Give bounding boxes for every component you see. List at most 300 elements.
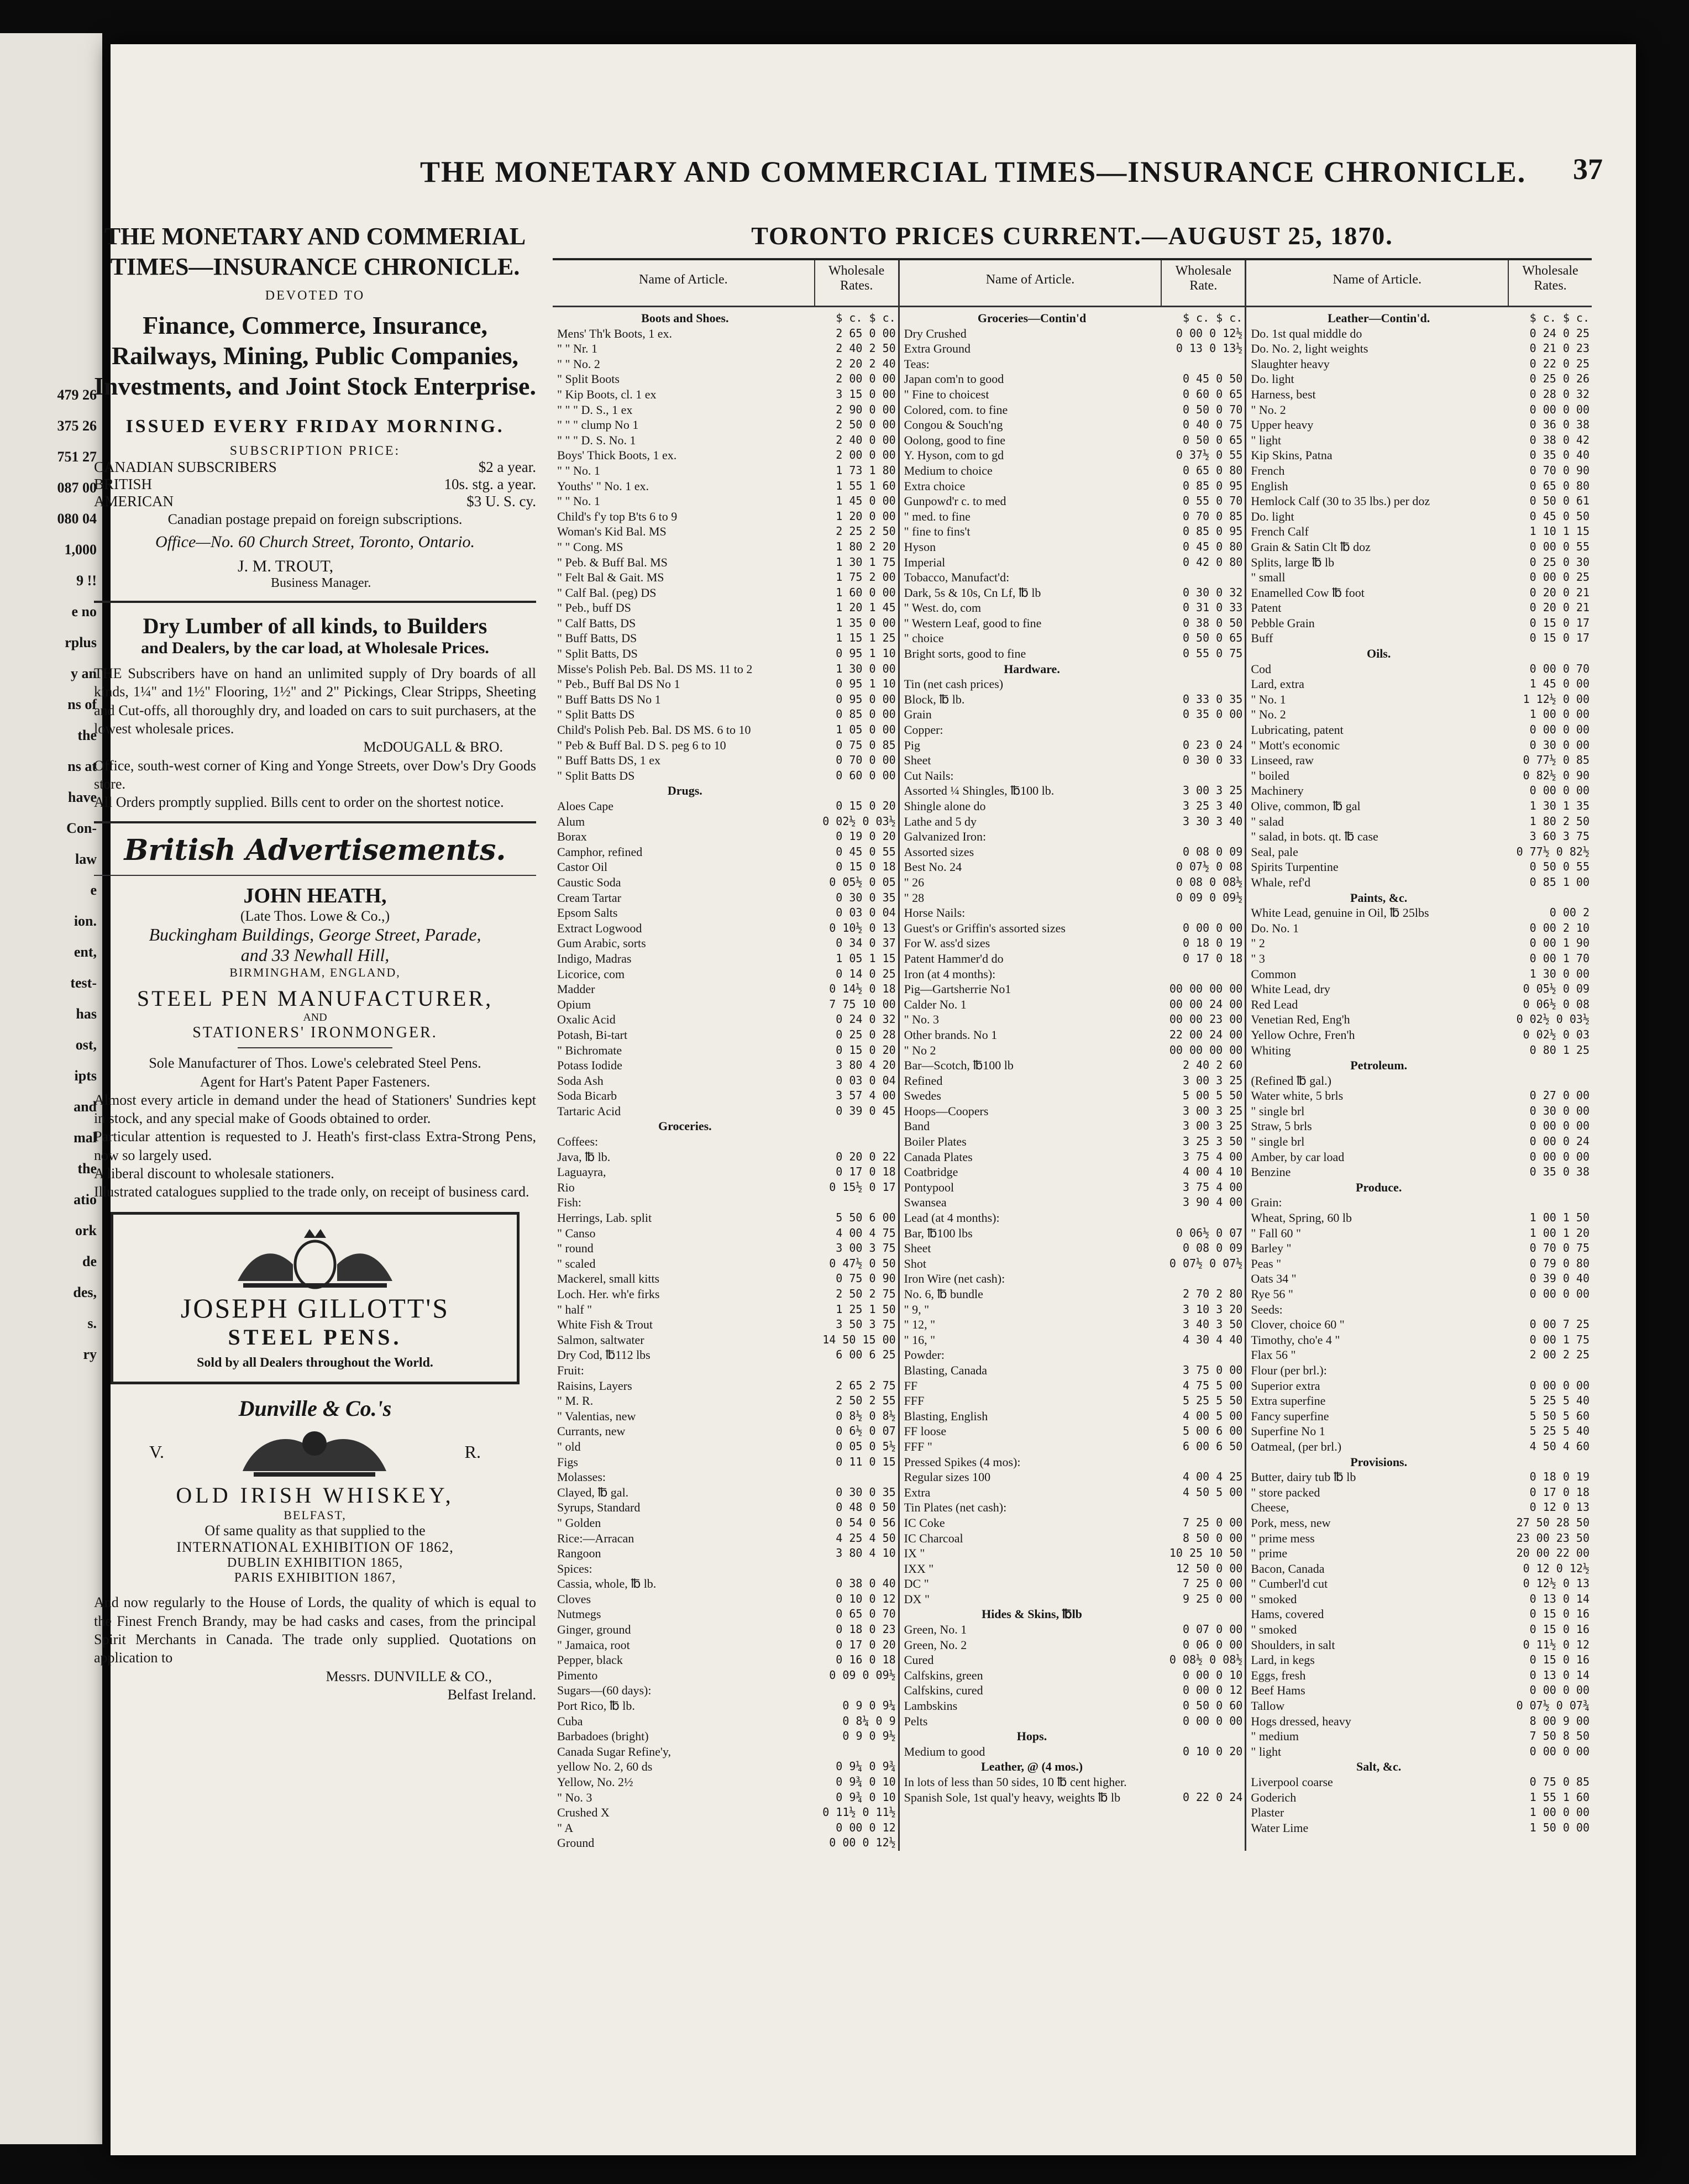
price-row <box>557 1347 896 1363</box>
price-row <box>1251 555 1590 570</box>
lumber-orders: All Orders promptly supplied. Bills cent to order on the shortest notice. <box>94 794 504 811</box>
article-name: " old <box>557 1439 581 1453</box>
subscription-row: BRITISH 10s. stg. a year. <box>94 475 536 492</box>
price-row <box>557 616 896 631</box>
column-header <box>900 260 1245 307</box>
article-name: Camphor, refined <box>557 844 643 859</box>
article-name: Assorted sizes <box>904 844 974 859</box>
price-row <box>557 1256 896 1272</box>
price-row <box>1251 433 1590 448</box>
price-row <box>557 1561 896 1577</box>
price-row <box>557 1469 896 1485</box>
section-heading: Salt, &c. <box>1356 1760 1402 1774</box>
wholesale-rate: 0 65 0 80 <box>1182 463 1243 477</box>
price-row <box>904 768 1243 784</box>
article-name: " Calf Bal. (peg) DS <box>557 585 657 600</box>
wholesale-rate: 0 27 0 00 <box>1529 1089 1590 1102</box>
section-heading-row <box>1251 646 1590 662</box>
article-name: Refined <box>904 1073 943 1088</box>
article-name: Swansea <box>904 1195 947 1210</box>
wholesale-rate: 3 40 3 50 <box>1182 1317 1243 1331</box>
price-row <box>904 936 1243 951</box>
article-name: " Split Batts DS <box>557 707 635 722</box>
price-column <box>900 260 1247 1851</box>
price-row <box>557 600 896 616</box>
name-header: Name of Article. <box>553 260 815 306</box>
price-row <box>1251 524 1590 539</box>
price-row <box>904 494 1243 509</box>
price-row <box>1251 799 1590 814</box>
price-row <box>557 417 896 433</box>
article-name: Dark, 5s & 10s, Cn Lf, ℔ lb <box>904 585 1041 600</box>
margin-fragment: ns at <box>67 758 97 774</box>
price-row <box>904 1668 1243 1683</box>
article-name: Nutmegs <box>557 1607 601 1621</box>
price-row <box>1251 1698 1590 1714</box>
price-row <box>1251 402 1590 418</box>
wholesale-rate: 0 17 0 18 <box>1529 1485 1590 1499</box>
article-name: Bright sorts, good to fine <box>904 647 1026 661</box>
wholesale-rate <box>1507 1302 1590 1317</box>
section-heading: Hides & Skins, ℔lb <box>982 1607 1082 1621</box>
article-name: IC Charcoal <box>904 1531 963 1545</box>
lumber-signature: McDOUGALL & BRO. <box>363 739 503 755</box>
article-name: Barley " <box>1251 1241 1292 1256</box>
article-name: English <box>1251 479 1288 493</box>
margin-fragment: e no <box>71 603 97 620</box>
price-row <box>557 1164 896 1180</box>
article-name: Java, ℔ lb. <box>557 1149 611 1164</box>
price-row <box>557 722 896 738</box>
wholesale-rate: 0 00 0 00 <box>1529 1119 1590 1133</box>
wholesale-rate: 0 28 0 32 <box>1529 387 1590 401</box>
wholesale-rate: 7 75 10 00 <box>829 997 896 1011</box>
margin-fragment: 375 26 <box>57 418 97 434</box>
dunville-city: BELFAST, <box>284 1508 347 1523</box>
article-name: Hogs dressed, heavy <box>1251 1714 1351 1728</box>
price-row <box>1251 1622 1590 1637</box>
wholesale-rate: 0 50 0 65 <box>1182 631 1243 645</box>
divider <box>238 1047 392 1048</box>
margin-fragment: ork <box>75 1222 97 1238</box>
price-row <box>557 585 896 601</box>
wholesale-rate: 0 15 0 20 <box>836 1043 896 1057</box>
price-row <box>904 1043 1243 1058</box>
rate-header: Wholesale Rates. <box>1522 264 1578 293</box>
price-row <box>557 1668 896 1683</box>
wholesale-rate: 2 65 0 00 <box>836 326 896 340</box>
article-name: " Felt Bal & Gait. MS <box>557 570 664 585</box>
article-name: Kip Skins, Patna <box>1251 448 1333 463</box>
wholesale-rate: 0 85 0 00 <box>836 707 896 721</box>
price-row <box>904 1531 1243 1546</box>
price-row <box>557 1271 896 1287</box>
wholesale-rate: 0 00 2 <box>1549 906 1590 920</box>
wholesale-rate: 0 54 0 56 <box>836 1515 896 1529</box>
article-name: Spices: <box>557 1561 592 1576</box>
prices-current <box>553 221 1592 1851</box>
price-row <box>1251 1195 1590 1210</box>
price-row <box>904 1698 1243 1714</box>
price-row <box>557 479 896 494</box>
divider <box>94 601 536 603</box>
price-row <box>904 646 1243 662</box>
article-name: Red Lead <box>1251 997 1298 1011</box>
price-row <box>557 1424 896 1439</box>
wholesale-rate <box>813 1363 896 1378</box>
article-name: " Peb. & Buff Bal. MS <box>557 555 668 569</box>
article-name: " " " D. S. No. 1 <box>557 433 636 447</box>
wholesale-rate: 0 15 0 17 <box>1529 631 1590 645</box>
article-name: In lots of less than 50 sides, 10 ℔ cent higher. <box>904 1775 1127 1789</box>
article-name: " round <box>557 1241 594 1256</box>
price-row <box>1251 936 1590 951</box>
article-name: Seal, pale <box>1251 844 1298 859</box>
devoted-label: DEVOTED TO <box>265 288 365 303</box>
wholesale-rate: 0 05½ 0 05 <box>829 875 896 889</box>
article-name: Barbadoes (bright) <box>557 1729 649 1744</box>
wholesale-rate: 1 80 2 20 <box>836 539 896 553</box>
price-row <box>1251 463 1590 479</box>
article-name: " Calf Batts, DS <box>557 616 636 630</box>
wholesale-rate: 0 45 0 50 <box>1182 372 1243 386</box>
wholesale-rate: 0 07½ 0 08 <box>1176 860 1243 874</box>
price-row <box>557 1805 896 1820</box>
wholesale-rate: 0 60 0 00 <box>836 768 896 782</box>
price-row <box>1251 1363 1590 1378</box>
price-row <box>557 859 896 875</box>
price-row <box>1251 616 1590 631</box>
wholesale-rate <box>1507 1455 1590 1470</box>
wholesale-rate: 0 15 0 17 <box>1529 616 1590 629</box>
article-name: Japan com'n to good <box>904 372 1004 386</box>
article-name: Pelts <box>904 1714 928 1728</box>
price-row <box>904 1393 1243 1409</box>
article-name: Goderich <box>1251 1790 1297 1804</box>
price-row <box>904 509 1243 524</box>
margin-fragment: and <box>74 1099 97 1115</box>
wholesale-rate: 0 70 0 00 <box>836 753 896 767</box>
wholesale-rate: 0 00 7 25 <box>1529 1317 1590 1331</box>
wholesale-rate: 0 35 0 00 <box>1182 707 1243 721</box>
wholesale-rate: 1 25 1 50 <box>836 1302 896 1316</box>
wholesale-rate: 0 12½ 0 13 <box>1523 1577 1590 1590</box>
article-name: Hyson <box>904 539 936 554</box>
article-name: Liverpool coarse <box>1251 1775 1333 1789</box>
price-row <box>904 448 1243 463</box>
price-row <box>1251 875 1590 890</box>
article-name: Cassia, whole, ℔ lb. <box>557 1577 657 1591</box>
article-name: Hoops—Coopers <box>904 1104 989 1118</box>
article-name: Grain <box>904 707 932 722</box>
price-row <box>904 1134 1243 1149</box>
article-name: Crushed X <box>557 1805 610 1820</box>
price-row <box>1251 631 1590 646</box>
wholesale-rate: 0 47½ 0 50 <box>829 1256 896 1270</box>
article-name: Benzine <box>1251 1165 1291 1179</box>
article-name: Green, No. 2 <box>904 1637 967 1652</box>
article-name: Woman's Kid Bal. MS <box>557 524 667 539</box>
wholesale-rate: 0 23 0 24 <box>1182 738 1243 752</box>
article-name: " prime mess <box>1251 1531 1315 1545</box>
wholesale-rate: 00 00 00 00 <box>1169 1043 1243 1057</box>
wholesale-rate: 0 15 0 16 <box>1529 1607 1590 1621</box>
price-row <box>1251 722 1590 738</box>
dunville-body: And now regularly to the House of Lords, the quality of which is equal to the Finest French Brandy, may be had casks and cases, from the principal Spirit Merchants in Canada. The trade only supplied. Quotations on application to <box>94 1594 536 1666</box>
heath-line2: Agent for Hart's Patent Paper Fasteners. <box>200 1073 431 1090</box>
article-name: Horse Nails: <box>904 906 966 920</box>
article-name: Copper: <box>904 723 943 737</box>
article-name: Extract Logwood <box>557 921 642 935</box>
wholesale-rate: 4 50 4 60 <box>1529 1439 1590 1453</box>
article-name: Other brands. No 1 <box>904 1027 998 1042</box>
price-row <box>1251 494 1590 509</box>
price-row <box>904 1027 1243 1043</box>
price-row <box>904 524 1243 539</box>
wholesale-rate: 2 20 2 40 <box>836 356 896 370</box>
article-name: Epsom Salts <box>557 906 618 920</box>
article-name: Grain: <box>1251 1195 1282 1210</box>
price-row <box>904 890 1243 906</box>
price-row <box>557 1455 896 1470</box>
wholesale-rate: 0 80 1 25 <box>1529 1043 1590 1057</box>
article-name: " A <box>557 1820 574 1835</box>
gillott-tagline: Sold by all Dealers throughout the World. <box>197 1356 433 1371</box>
price-row <box>1251 1714 1590 1729</box>
price-row <box>1251 1607 1590 1622</box>
price-row <box>1251 1546 1590 1561</box>
article-name: Grain & Satin Clt ℔ doz <box>1251 539 1371 554</box>
price-row <box>557 1652 896 1668</box>
price-row <box>1251 1393 1590 1409</box>
price-row <box>904 829 1243 844</box>
price-row <box>557 951 896 967</box>
dunville-place: Belfast Ireland. <box>447 1686 536 1703</box>
wholesale-rate: 0 30 0 33 <box>1182 753 1243 767</box>
wholesale-rate: 0 18 0 19 <box>1529 1470 1590 1484</box>
wholesale-rate: 0 55 0 70 <box>1182 494 1243 508</box>
price-row <box>557 981 896 997</box>
wholesale-rate <box>813 1195 896 1210</box>
price-row <box>904 417 1243 433</box>
wholesale-rate: $ c. $ c. <box>1529 311 1590 324</box>
article-name: Lead (at 4 months): <box>904 1211 1000 1225</box>
article-name: Band <box>904 1119 930 1133</box>
price-row <box>1251 844 1590 860</box>
wholesale-rate: 3 10 3 20 <box>1182 1302 1243 1316</box>
wholesale-rate: 0 06 0 00 <box>1182 1637 1243 1651</box>
price-row <box>904 1790 1243 1805</box>
price-row <box>904 631 1243 646</box>
article-name: Madder <box>557 982 595 996</box>
wholesale-rate: 0 15 0 18 <box>836 860 896 874</box>
wholesale-rate: 0 95 1 10 <box>836 677 896 691</box>
wholesale-rate <box>813 1683 896 1698</box>
section-heading: Groceries. <box>658 1119 712 1133</box>
price-row <box>1251 1271 1590 1287</box>
article-name: Flour (per brl.): <box>1251 1363 1327 1377</box>
article-name: " smoked <box>1251 1623 1297 1637</box>
price-row <box>557 1363 896 1378</box>
wholesale-rate: 0 8¼ 0 9 <box>842 1714 896 1728</box>
price-row <box>557 1485 896 1500</box>
wholesale-rate: 1 00 0 00 <box>1529 1805 1590 1819</box>
wholesale-rate: 2 90 0 00 <box>836 402 896 416</box>
wholesale-rate: 6 00 6 50 <box>1182 1439 1243 1453</box>
price-row <box>557 448 896 463</box>
article-name: " Buff Batts DS No 1 <box>557 692 661 706</box>
wholesale-rate: 1 00 0 00 <box>1529 707 1590 721</box>
price-row <box>557 676 896 692</box>
article-name: " light <box>1251 433 1282 447</box>
wholesale-rate <box>1160 768 1242 784</box>
price-row <box>1251 539 1590 555</box>
article-name: Oolong, good to fine <box>904 433 1005 447</box>
price-row <box>1251 417 1590 433</box>
wholesale-rate: 2 40 2 50 <box>836 342 896 355</box>
price-row <box>557 1439 896 1455</box>
price-row <box>1251 1652 1590 1668</box>
wholesale-rate: 3 75 0 00 <box>1182 1363 1243 1377</box>
article-name: Hams, covered <box>1251 1607 1324 1621</box>
wholesale-rate: 00 00 00 00 <box>1169 982 1243 996</box>
lumber-body: THE Subscribers have on hand an unlimited supply of Dry boards of all kinds, 1¼" and 1½" Flooring, 1½" and 2" Pickings, Clear Stripps, Sheeting and Cut-offs, all thoroughly dry, and loaded on cars to suit purchasers, at the lowest wholesale prices. <box>94 665 536 737</box>
margin-fragment: de <box>82 1253 97 1269</box>
price-row <box>904 1455 1243 1470</box>
article-name: " Buff Batts DS, 1 ex <box>557 753 661 768</box>
price-row <box>557 1683 896 1698</box>
article-name: Whiting <box>1251 1043 1291 1057</box>
article-name: " Mott's economic <box>1251 738 1340 752</box>
price-row <box>904 1637 1243 1653</box>
price-row <box>904 402 1243 418</box>
article-name: Bar, ℔100 lbs <box>904 1226 973 1240</box>
postage-note: Canadian postage prepaid on foreign subscriptions. <box>167 511 463 527</box>
price-row <box>1251 768 1590 784</box>
article-name: Cheese, <box>1251 1500 1289 1515</box>
article-name: Regular sizes 100 <box>904 1470 991 1484</box>
price-row <box>1251 1241 1590 1256</box>
section-heading: Hardware. <box>1004 662 1060 676</box>
heath-para3: A liberal discount to wholesale stationers. <box>94 1165 334 1182</box>
wholesale-rate: 2 00 0 00 <box>836 448 896 462</box>
price-row <box>1251 1347 1590 1363</box>
price-row <box>904 463 1243 479</box>
wholesale-rate: 0 00 0 00 <box>1529 1149 1590 1163</box>
wholesale-rate: 0 22 0 24 <box>1182 1790 1243 1804</box>
article-name: Ground <box>557 1836 595 1850</box>
price-row <box>557 555 896 570</box>
article-name: Iron Wire (net cash): <box>904 1272 1005 1286</box>
heath-address2: and 33 Newhall Hill, <box>240 945 390 965</box>
heath-city: BIRMINGHAM, ENGLAND, <box>229 965 401 980</box>
section-heading: Provisions. <box>1350 1455 1408 1469</box>
wholesale-rate <box>1507 646 1590 662</box>
wholesale-rate: 0 50 0 60 <box>1182 1699 1243 1713</box>
price-row <box>904 1576 1243 1592</box>
price-row <box>904 387 1243 402</box>
wholesale-rate: 12 50 0 00 <box>1176 1561 1243 1575</box>
wholesale-rate: 5 50 5 60 <box>1529 1409 1590 1422</box>
prices-heading: TORONTO PRICES CURRENT.—AUGUST 25, 1870. <box>751 222 1393 250</box>
article-name: IC Coke <box>904 1515 945 1530</box>
article-name: Pressed Spikes (4 mos): <box>904 1455 1021 1469</box>
price-row <box>557 646 896 662</box>
office-address: Office—No. 60 Church Street, Toronto, Ontario. <box>155 532 475 551</box>
article-name: Calfskins, green <box>904 1668 983 1682</box>
wholesale-rate: 3 00 3 75 <box>836 1241 896 1255</box>
wholesale-rate: 0 48 0 50 <box>836 1500 896 1514</box>
price-row <box>904 859 1243 875</box>
article-name: Boiler Plates <box>904 1135 967 1149</box>
issued-line: ISSUED EVERY FRIDAY MORNING. <box>125 416 505 437</box>
wholesale-rate: 0 25 0 26 <box>1529 372 1590 386</box>
wholesale-rate <box>813 1134 896 1149</box>
wholesale-rate: 1 75 2 00 <box>836 570 896 584</box>
heath-late: (Late Thos. Lowe & Co.,) <box>240 908 390 925</box>
article-name: Youths' " No. 1 ex. <box>557 479 649 493</box>
wholesale-rate: 0 14½ 0 18 <box>829 982 896 996</box>
article-name: Pepper, black <box>557 1653 623 1667</box>
wholesale-rate: 0 31 0 33 <box>1182 601 1243 615</box>
article-name: Lubricating, patent <box>1251 723 1344 737</box>
wholesale-rate: 0 21 0 23 <box>1529 342 1590 355</box>
article-name: Lathe and 5 dy <box>904 814 977 828</box>
price-row <box>904 371 1243 387</box>
price-row <box>1251 448 1590 463</box>
wholesale-rate <box>1507 1058 1590 1073</box>
price-row <box>1251 1409 1590 1424</box>
price-row <box>1251 479 1590 494</box>
article-name: Amber, by car load <box>1251 1149 1345 1164</box>
wholesale-rate: 1 05 1 15 <box>836 951 896 965</box>
article-name: Wheat, Spring, 60 lb <box>1251 1211 1352 1225</box>
price-row <box>557 387 896 402</box>
price-row <box>904 1485 1243 1500</box>
article-name: " Peb., buff DS <box>557 601 631 615</box>
wholesale-rate: 0 13 0 13½ <box>1176 342 1243 355</box>
price-row <box>904 1164 1243 1180</box>
wholesale-rate: 4 00 5 00 <box>1182 1409 1243 1422</box>
article-name: Canada Plates <box>904 1149 973 1164</box>
price-row <box>557 1820 896 1836</box>
wholesale-rate: 1 50 0 00 <box>1529 1820 1590 1834</box>
wholesale-rate: 10 25 10 50 <box>1169 1546 1243 1560</box>
article-name: Teas: <box>904 356 930 371</box>
article-name: Child's f'y top B'ts 6 to 9 <box>557 509 678 523</box>
price-row <box>557 1759 896 1775</box>
price-row <box>1251 1820 1590 1836</box>
wholesale-rate: 0 30 0 32 <box>1182 585 1243 599</box>
wholesale-rate <box>1507 1073 1590 1089</box>
wholesale-rate: 0 10 0 20 <box>1182 1744 1243 1758</box>
wholesale-rate: 6 00 6 25 <box>836 1348 896 1362</box>
article-name: Rice:—Arracan <box>557 1531 634 1545</box>
wholesale-rate: 1 60 0 00 <box>836 585 896 599</box>
article-name: Linseed, raw <box>1251 753 1314 768</box>
price-row <box>1251 1469 1590 1485</box>
price-row <box>1251 829 1590 844</box>
wholesale-rate: 0 39 0 40 <box>1529 1272 1590 1285</box>
wholesale-rate: 0 22 0 25 <box>1529 356 1590 370</box>
article-name: " Buff Batts, DS <box>557 631 637 645</box>
heath-trade: STEEL PEN MANUFACTURER, <box>137 986 494 1011</box>
article-name: Currants, new <box>557 1424 626 1439</box>
price-row <box>1251 1805 1590 1820</box>
price-row <box>557 768 896 784</box>
article-name: Soda Bicarb <box>557 1089 617 1103</box>
price-row <box>904 341 1243 356</box>
